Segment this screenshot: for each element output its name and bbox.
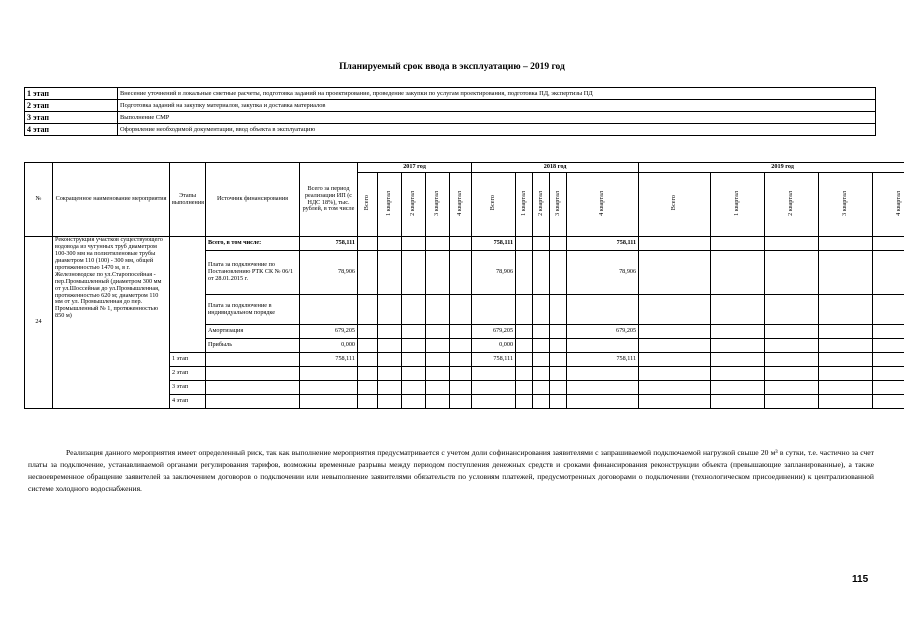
y2018-q4-cell [567, 367, 639, 381]
header-q1: 1 квартал [519, 190, 527, 216]
y2018-all-cell: 0,000 [472, 339, 516, 353]
y2018-all-cell [472, 295, 516, 325]
source-cell: Прибыль [206, 339, 300, 353]
header-num: № [25, 163, 53, 237]
stage-row [25, 100, 876, 112]
stage-row [25, 88, 876, 100]
total-cell [300, 395, 358, 409]
source-cell: Плата за подключение по Постановлению РТК СК № 06/1 от 28.01.2015 г. [206, 251, 300, 295]
stage-label: 2 этап [25, 100, 118, 112]
y2018-q4-cell [567, 295, 639, 325]
header-q3: 3 квартал [433, 190, 441, 216]
y2018-all-cell: 78,906 [472, 251, 516, 295]
y2018-all-cell [472, 395, 516, 409]
source-cell: Амортизация [206, 325, 300, 339]
header-year-2017: 2017 год [358, 163, 472, 173]
header-total: Всего за период реализации ИП (с НДС 18%), тыс. рублей, в том числе [300, 163, 358, 237]
header-q2: 2 квартал [536, 190, 544, 216]
total-cell: 78,906 [300, 251, 358, 295]
header-q3: 3 квартал [841, 190, 849, 216]
stage-description: Подготовка заданий на закупку материалов, закупка и доставка материалов [118, 100, 876, 112]
stage-description: Оформление необходимой документации, ввод объекта в эксплуатацию [118, 124, 876, 136]
stages-table [24, 87, 876, 136]
header-all: Всего [489, 195, 497, 211]
stage-cell: 4 этап [170, 395, 206, 409]
header-all: Всего [670, 195, 678, 211]
page-title: Планируемый срок ввода в эксплуатацию – 2019 год [339, 62, 565, 72]
y2018-q4-cell: 758,111 [567, 237, 639, 251]
risk-paragraph: Реализация данного мероприятия имеет определенный риск, так как выполнение мероприятия предусматривается с учетом доли софинансирования заявителями с запрашиваемой подключаемой нагрузкой свыше 20 м³ в сутки, т.е. частично за счет платы за подключение, устанавливаемой органами регулирования тарифов, возможны временные разрывы между периодом поступления денежных средств и сроками финансирования реконструкции объекта (превышающие запланированные), а также несвоевременное обращение заявителей за заключением договоров о подключении или невыполнение заявителями обязательств по условиям платежей, предусмотренных договорами о подключении (технологическом присоединении) к централизованной системе холодного водоснабжения. [28, 447, 874, 493]
stage-cell: 2 этап [170, 367, 206, 381]
total-cell: 0,000 [300, 339, 358, 353]
source-cell: Плата за подключение в индивидуальном порядке [206, 295, 300, 325]
header-q3: 3 квартал [553, 190, 561, 216]
y2018-q4-cell: 758,111 [567, 353, 639, 367]
stage-cell: 1 этап [170, 353, 206, 367]
header-all: Всего [363, 195, 371, 211]
stage-cell: 3 этап [170, 381, 206, 395]
header-q2: 2 квартал [787, 190, 795, 216]
stage-label: 3 этап [25, 112, 118, 124]
stage-row [25, 124, 876, 136]
header-name: Сокращенное наименование мероприятия [53, 163, 170, 237]
header-q4: 4 квартал [456, 190, 464, 216]
header-source: Источник финансирования [206, 163, 300, 237]
header-row-years [25, 163, 904, 173]
total-cell [300, 381, 358, 395]
schedule-table [24, 162, 904, 409]
header-q2: 2 квартал [409, 190, 417, 216]
y2018-all-cell: 758,111 [472, 237, 516, 251]
stage-label: 4 этап [25, 124, 118, 136]
total-cell [300, 367, 358, 381]
y2018-q4-cell [567, 395, 639, 409]
stage-label: 1 этап [25, 88, 118, 100]
header-q1: 1 квартал [385, 190, 393, 216]
page-number: 115 [852, 574, 869, 585]
header-stages: Этапы выполнения [170, 163, 206, 237]
stage-description: Внесение уточнений в локальные сметные расчеты, подготовка заданий на проектирование, проведение закупки по услугам проектирования, подготовка ПД, экспертизы ПД [118, 88, 876, 100]
y2018-q4-cell [567, 381, 639, 395]
y2018-all-cell: 758,111 [472, 353, 516, 367]
total-cell: 758,111 [300, 353, 358, 367]
total-cell [300, 295, 358, 325]
y2018-all-cell [472, 381, 516, 395]
total-cell: 679,205 [300, 325, 358, 339]
stage-description: Выполнение СМР [118, 112, 876, 124]
y2018-all-cell: 679,205 [472, 325, 516, 339]
header-q1: 1 квартал [733, 190, 741, 216]
total-cell: 758,111 [300, 237, 358, 251]
table-row [25, 237, 904, 251]
header-year-2018: 2018 год [472, 163, 639, 173]
y2018-all-cell [472, 367, 516, 381]
header-q4: 4 квартал [598, 190, 606, 216]
row-number: 24 [25, 237, 53, 409]
stage-row [25, 112, 876, 124]
source-cell: Всего, в том числе: [206, 237, 300, 251]
project-name: Реконструкция участков существующего водовода из чугунных труб диаметром 100-300 мм на полиэтиленовые трубы диаметром 110 (100) - 300 мм, общей протяженностью 1470 м, в г. Железноводске по ул.Старопосейная - пер.Промышленный (диаметром 300 мм от ул.Шоссейная до ул.Промышленная, протяженностью 620 м; диаметром 110 мм от ул. Промышленная до пер. Промышленный № 1, протяженностью 850 м) [53, 237, 170, 409]
y2018-q4-cell [567, 339, 639, 353]
y2018-q4-cell: 679,205 [567, 325, 639, 339]
y2018-q4-cell: 78,906 [567, 251, 639, 295]
header-year-2019: 2019 год [639, 163, 904, 173]
header-q4: 4 квартал [895, 190, 903, 216]
